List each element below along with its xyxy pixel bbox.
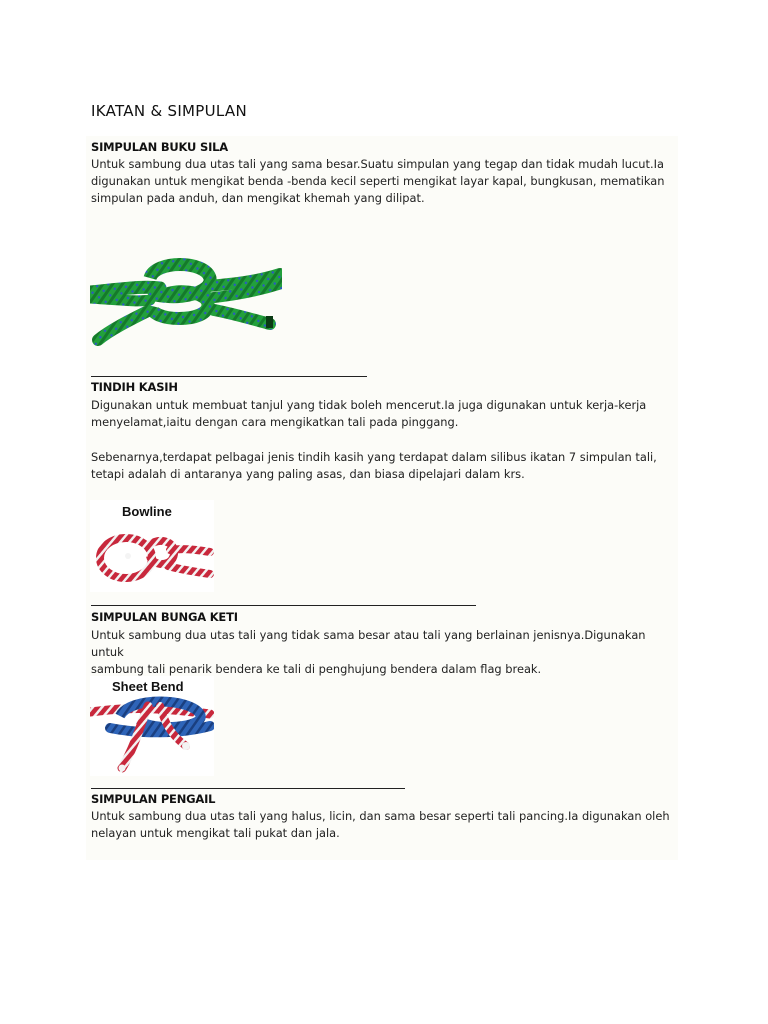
text-line: Sebenarnya,terdapat pelbagai jenis tindih kasih yang terdapat dalam silibus ikatan 7 simpulan tali, xyxy=(91,450,657,464)
text-line: Untuk sambung dua utas tali yang halus, licin, dan sama besar seperti tali pancing.Ia digunakan oleh xyxy=(91,809,670,823)
text-line: sambung tali penarik bendera ke tali di penghujung bendera dalam flag break. xyxy=(91,662,542,676)
section-divider xyxy=(91,788,405,789)
section-heading-tindih-kasih: TINDIH KASIH xyxy=(91,380,178,394)
text-line: menyelamat,iaitu dengan cara mengikatkan tali pada pinggang. xyxy=(91,415,459,429)
section-divider xyxy=(91,376,367,377)
section-divider xyxy=(91,605,476,606)
text-line: nelayan untuk mengikat tali pukat dan jala. xyxy=(91,826,340,840)
section-text-bunga-keti xyxy=(91,627,671,678)
section-text-tindih-kasih-2 xyxy=(91,449,671,483)
section-heading-bunga-keti: SIMPULAN BUNGA KETI xyxy=(91,610,238,624)
bowline-label: Bowline xyxy=(122,504,172,519)
section-heading-pengail: SIMPULAN PENGAIL xyxy=(91,792,216,806)
section-text-pengail xyxy=(91,808,671,842)
section-text-buku-sila xyxy=(91,156,671,207)
text-line: digunakan untuk mengikat benda -benda kecil seperti mengikat layar kapal, bungkusan, mematikan xyxy=(91,174,665,188)
bowline-knot-image xyxy=(90,500,214,592)
text-line: simpulan pada anduh, dan mengikat khemah yang dilipat. xyxy=(91,191,425,205)
sheet-bend-knot-image xyxy=(90,676,214,776)
section-heading-buku-sila: SIMPULAN BUKU SILA xyxy=(91,140,228,154)
text-line: tetapi adalah di antaranya yang paling asas, dan biasa dipelajari dalam krs. xyxy=(91,467,525,481)
reef-knot-image xyxy=(90,258,282,348)
sheet-bend-label: Sheet Bend xyxy=(112,679,184,694)
section-text-tindih-kasih xyxy=(91,397,671,431)
page-title: IKATAN & SIMPULAN xyxy=(91,102,248,120)
text-line: Digunakan untuk membuat tanjul yang tidak boleh mencerut.Ia juga digunakan untuk kerja-kerja xyxy=(91,398,647,412)
text-line: Untuk sambung dua utas tali yang tidak sama besar atau tali yang berlainan jenisnya.Digunakan untuk xyxy=(91,628,646,659)
text-line: Untuk sambung dua utas tali yang sama besar.Suatu simpulan yang tegap dan tidak mudah lucut.Ia xyxy=(91,157,664,171)
